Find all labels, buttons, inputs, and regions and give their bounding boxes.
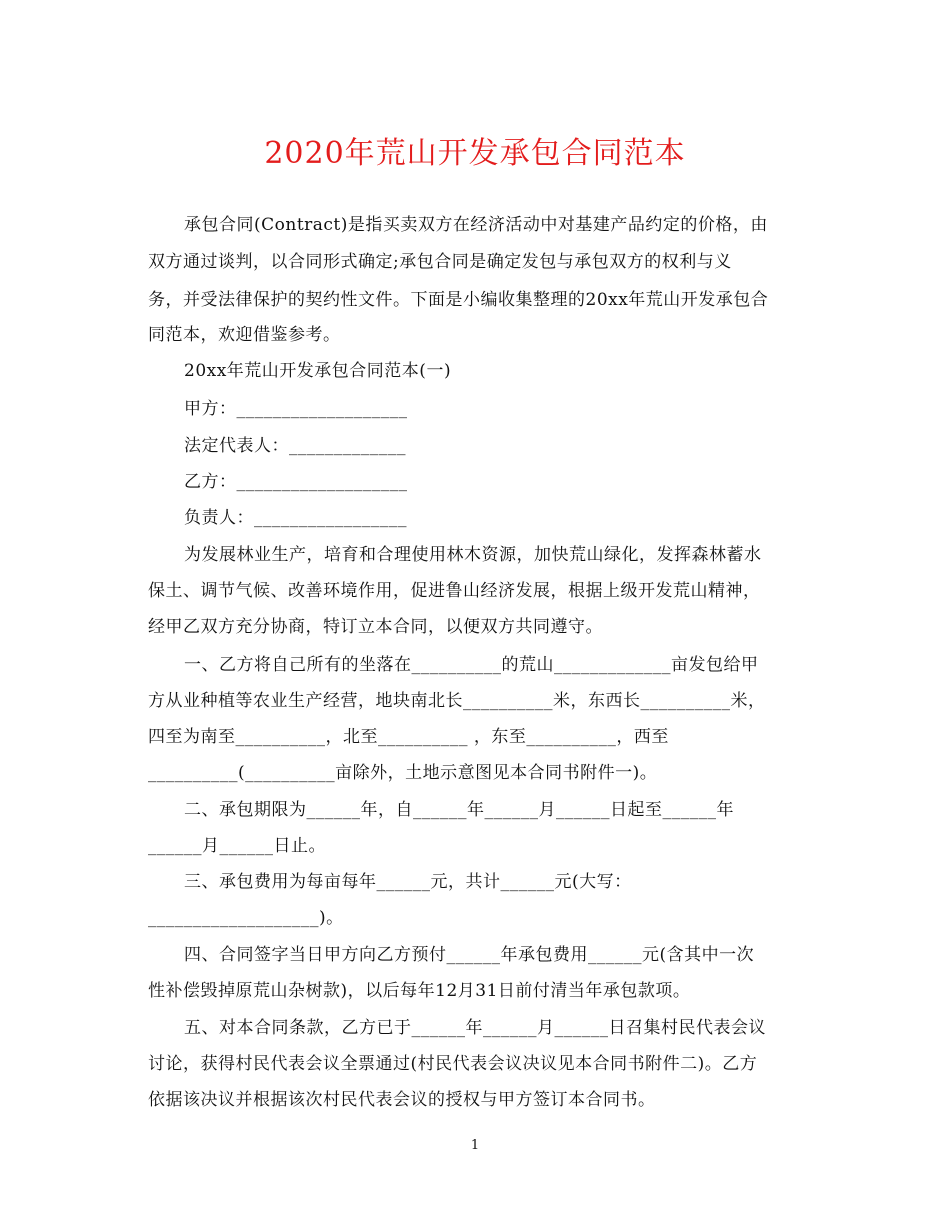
paragraph-intro-line-4: 同范本，欢迎借鉴参考。 <box>148 325 341 345</box>
clause-5-line-3: 依据该决议并根据该次村民代表会议的授权与甲方签订本合同书。 <box>148 1090 656 1110</box>
clause-1-line-3: 四至为南至__________，北至__________ ，东至__________，西至 <box>148 727 669 747</box>
paragraph-purpose-line-3: 经甲乙双方充分协商，特订立本合同，以便双方共同遵守。 <box>148 617 603 637</box>
document-title: 2020年荒山开发承包合同范本 <box>264 136 686 171</box>
party-a-field: 甲方：___________________ <box>184 399 408 419</box>
paragraph-intro-line-2: 双方通过谈判，以合同形式确定;承包合同是确定发包与承包双方的权利与义 <box>148 252 732 272</box>
clause-2-line-2: ______月______日止。 <box>148 836 326 856</box>
clause-3-line-2: ___________________)。 <box>148 908 344 928</box>
clause-5-line-1: 五、对本合同条款，乙方已于______年______月______日召集村民代表会议 <box>184 1018 766 1038</box>
clause-4-line-2: 性补偿毁掉原荒山杂树款)，以后每年12月31日前付清当年承包款项。 <box>148 981 691 1001</box>
party-b-field: 乙方：___________________ <box>184 472 408 492</box>
clause-1-line-4: __________(__________亩除外，土地示意图见本合同书附件一)。 <box>148 763 658 783</box>
clause-5-line-2: 讨论，获得村民代表会议全票通过(村民代表会议决议见本合同书附件二)。乙方 <box>148 1054 758 1074</box>
responsible-person-field: 负责人：_________________ <box>184 508 407 528</box>
clause-1-line-2: 方从业种植等农业生产经营，地块南北长__________米，东西长__________米， <box>148 691 766 711</box>
clause-2-line-1: 二、承包期限为______年，自______年______月______日起至______年 <box>184 800 734 820</box>
page-number: 1 <box>470 1138 480 1153</box>
paragraph-purpose-line-2: 保土、调节气候、改善环境作用，促进鲁山经济发展，根据上级开发荒山精神， <box>148 581 761 601</box>
section-heading: 20xx年荒山开发承包合同范本(一) <box>184 361 452 381</box>
clause-3-line-1: 三、承包费用为每亩每年______元，共计______元(大写： <box>184 872 632 892</box>
paragraph-intro-line-3: 务，并受法律保护的契约性文件。下面是小编收集整理的20xx年荒山开发承包合 <box>148 290 769 310</box>
clause-1-line-1: 一、乙方将自己所有的坐落在__________的荒山_____________亩发包给甲 <box>184 655 759 675</box>
legal-representative-field: 法定代表人：_____________ <box>184 436 406 456</box>
paragraph-purpose-line-1: 为发展林业生产，培育和合理使用林木资源，加快荒山绿化，发挥森林蓄水 <box>184 545 762 565</box>
clause-4-line-1: 四、合同签字当日甲方向乙方预付______年承包费用______元(含其中一次 <box>184 945 755 965</box>
paragraph-intro-line-1: 承包合同(Contract)是指买卖双方在经济活动中对基建产品约定的价格，由 <box>184 215 768 235</box>
